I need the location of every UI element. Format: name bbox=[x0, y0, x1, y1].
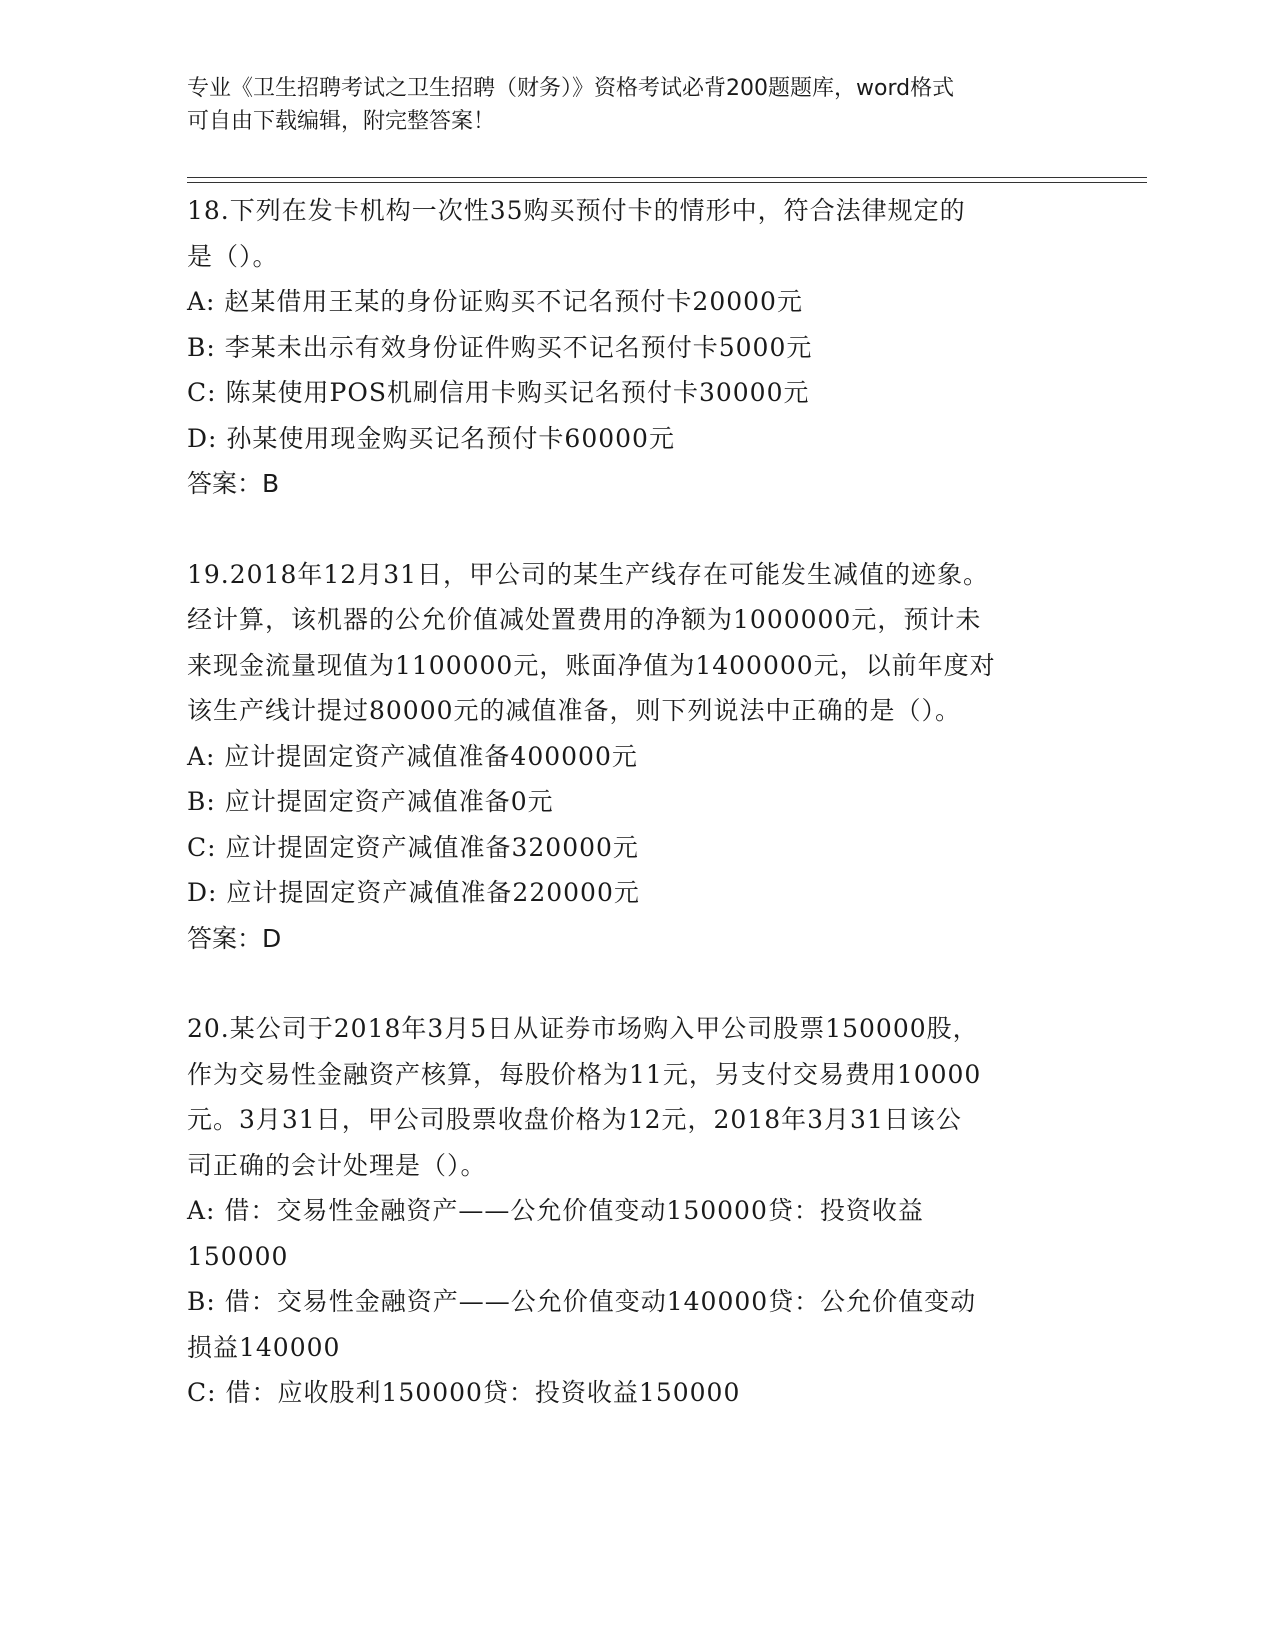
spacer bbox=[187, 507, 1067, 552]
option-c: C: 借：应收股利150000贷：投资收益150000 bbox=[187, 1378, 741, 1407]
option-b: B: 应计提固定资产减值准备0元 bbox=[187, 787, 554, 816]
option-a-continued: 150000 bbox=[187, 1241, 289, 1271]
question-stem-line: 19.2018年12月31日，甲公司的某生产线存在可能发生减值的迹象。 bbox=[187, 559, 990, 589]
option-a: A: 应计提固定资产减值准备400000元 bbox=[187, 741, 638, 771]
option-c: C: 应计提固定资产减值准备320000元 bbox=[187, 832, 639, 862]
question-19 bbox=[187, 552, 1067, 962]
question-stem-line: 司正确的会计处理是（）。 bbox=[187, 1150, 487, 1180]
header-line-1: 专业《卫生招聘考试之卫生招聘（财务）》资格考试必背200题题库，word格式 bbox=[187, 76, 955, 101]
header-divider-bottom bbox=[187, 182, 1147, 183]
answer: 答案：D bbox=[187, 923, 282, 953]
question-stem-line: 18.下列在发卡机构一次性35购买预付卡的情形中，符合法律规定的 bbox=[187, 196, 966, 225]
question-stem-line: 20.某公司于2018年3月5日从证券市场购入甲公司股票150000股， bbox=[187, 1014, 979, 1043]
option-b-continued: 损益140000 bbox=[187, 1332, 341, 1362]
option-d: D: 孙某使用现金购买记名预付卡60000元 bbox=[187, 423, 675, 453]
question-stem-line: 作为交易性金融资产核算，每股价格为11元，另支付交易费用10000 bbox=[187, 1059, 982, 1089]
question-stem-line: 来现金流量现值为1100000元，账面净值为1400000元，以前年度对 bbox=[187, 650, 996, 680]
option-b: B: 李某未出示有效身份证件购买不记名预付卡5000元 bbox=[187, 332, 813, 362]
document-header bbox=[187, 72, 1087, 138]
option-c: C: 陈某使用POS机刷信用卡购买记名预付卡30000元 bbox=[187, 378, 810, 407]
question-list bbox=[187, 188, 1067, 1416]
option-a: A: 赵某借用王某的身份证购买不记名预付卡20000元 bbox=[187, 287, 803, 316]
spacer bbox=[187, 961, 1067, 1006]
header-divider-top bbox=[187, 177, 1147, 178]
answer: 答案：B bbox=[187, 469, 280, 498]
question-20 bbox=[187, 1006, 1067, 1416]
option-a: A: 借：交易性金融资产——公允价值变动150000贷：投资收益 bbox=[187, 1196, 924, 1225]
question-18 bbox=[187, 188, 1067, 507]
option-b: B: 借：交易性金融资产——公允价值变动140000贷：公允价值变动 bbox=[187, 1287, 977, 1316]
header-line-2: 可自由下载编辑，附完整答案！ bbox=[187, 109, 496, 134]
question-stem-line: 元。3月31日，甲公司股票收盘价格为12元，2018年3月31日该公 bbox=[187, 1105, 962, 1134]
question-stem-line: 该生产线计提过80000元的减值准备，则下列说法中正确的是（）。 bbox=[187, 696, 962, 725]
option-d: D: 应计提固定资产减值准备220000元 bbox=[187, 878, 640, 907]
question-stem-line: 经计算，该机器的公允价值减处置费用的净额为1000000元，预计未 bbox=[187, 605, 982, 634]
question-stem-line: 是（）。 bbox=[187, 241, 279, 271]
